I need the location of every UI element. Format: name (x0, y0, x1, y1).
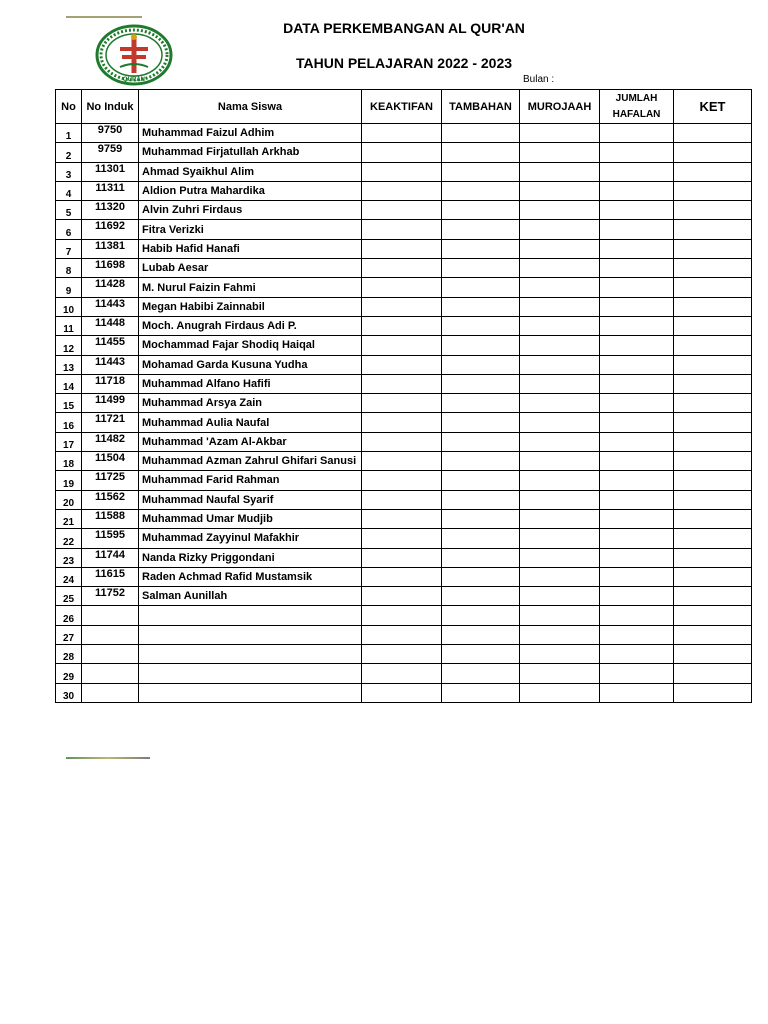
column-header-ket: KET (674, 90, 752, 124)
row-tambahan-cell (442, 143, 520, 162)
column-header-murojaah: MUROJAAH (520, 90, 600, 124)
row-murojaah-cell (520, 432, 600, 451)
row-tambahan-cell (442, 220, 520, 239)
row-no-induk: 9750 (82, 124, 139, 143)
column-header-no: No (56, 90, 82, 124)
row-keaktifan-cell (362, 471, 442, 490)
row-murojaah-cell (520, 683, 600, 702)
row-murojaah-cell (520, 336, 600, 355)
row-nama-siswa: Raden Achmad Rafid Mustamsik (139, 567, 362, 586)
row-jumlah-hafalan-cell (600, 394, 674, 413)
row-no: 11 (56, 316, 82, 335)
row-keaktifan-cell (362, 413, 442, 432)
student-table (55, 89, 752, 703)
row-ket-cell (674, 587, 752, 606)
column-header-jumlah-hafalan: JUMLAH HAFALAN (600, 90, 674, 124)
row-jumlah-hafalan-cell (600, 529, 674, 548)
row-ket-cell (674, 664, 752, 683)
row-tambahan-cell (442, 355, 520, 374)
row-nama-siswa: Muhammad Aulia Naufal (139, 413, 362, 432)
row-no: 5 (56, 201, 82, 220)
row-no: 19 (56, 471, 82, 490)
row-nama-siswa (139, 683, 362, 702)
row-no: 1 (56, 124, 82, 143)
row-tambahan-cell (442, 239, 520, 258)
row-no: 12 (56, 336, 82, 355)
row-nama-siswa: Muhammad Firjatullah Arkhab (139, 143, 362, 162)
row-nama-siswa (139, 625, 362, 644)
row-nama-siswa: Muhammad Azman Zahrul Ghifari Sanusi (139, 452, 362, 471)
row-no-induk: 11725 (82, 471, 139, 490)
table-row (56, 297, 752, 316)
row-tambahan-cell (442, 336, 520, 355)
row-no: 7 (56, 239, 82, 258)
row-no: 2 (56, 143, 82, 162)
row-tambahan-cell (442, 509, 520, 528)
row-murojaah-cell (520, 239, 600, 258)
row-murojaah-cell (520, 567, 600, 586)
row-no: 15 (56, 394, 82, 413)
row-no: 26 (56, 606, 82, 625)
row-ket-cell (674, 239, 752, 258)
row-keaktifan-cell (362, 567, 442, 586)
row-nama-siswa: Mohamad Garda Kusuna Yudha (139, 355, 362, 374)
row-murojaah-cell (520, 124, 600, 143)
row-keaktifan-cell (362, 297, 442, 316)
row-jumlah-hafalan-cell (600, 664, 674, 683)
row-no: 16 (56, 413, 82, 432)
row-ket-cell (674, 645, 752, 664)
row-no-induk: 11562 (82, 490, 139, 509)
row-tambahan-cell (442, 471, 520, 490)
table-row (56, 143, 752, 162)
row-nama-siswa: Nanda Rizky Priggondani (139, 548, 362, 567)
table-row (56, 278, 752, 297)
row-keaktifan-cell (362, 201, 442, 220)
row-jumlah-hafalan-cell (600, 452, 674, 471)
document-subtitle: TAHUN PELAJARAN 2022 - 2023 (295, 55, 513, 71)
table-row (56, 239, 752, 258)
row-murojaah-cell (520, 452, 600, 471)
row-keaktifan-cell (362, 490, 442, 509)
table-row (56, 664, 752, 683)
row-no-induk (82, 645, 139, 664)
row-tambahan-cell (442, 316, 520, 335)
row-ket-cell (674, 355, 752, 374)
row-jumlah-hafalan-cell (600, 259, 674, 278)
row-no-induk: 11588 (82, 509, 139, 528)
row-no: 23 (56, 548, 82, 567)
row-no-induk (82, 606, 139, 625)
table-row (56, 683, 752, 702)
row-tambahan-cell (442, 606, 520, 625)
table-row (56, 220, 752, 239)
row-keaktifan-cell (362, 143, 442, 162)
row-murojaah-cell (520, 220, 600, 239)
row-murojaah-cell (520, 316, 600, 335)
row-ket-cell (674, 297, 752, 316)
row-murojaah-cell (520, 374, 600, 393)
row-no-induk: 11698 (82, 259, 139, 278)
row-ket-cell (674, 394, 752, 413)
row-keaktifan-cell (362, 316, 442, 335)
row-no-induk: 11504 (82, 452, 139, 471)
row-ket-cell (674, 683, 752, 702)
row-no: 20 (56, 490, 82, 509)
row-keaktifan-cell (362, 162, 442, 181)
row-murojaah-cell (520, 471, 600, 490)
row-nama-siswa: Muhammad Arsya Zain (139, 394, 362, 413)
row-nama-siswa: Muhammad Farid Rahman (139, 471, 362, 490)
row-keaktifan-cell (362, 220, 442, 239)
row-jumlah-hafalan-cell (600, 374, 674, 393)
table-row (56, 316, 752, 335)
row-no: 10 (56, 297, 82, 316)
row-tambahan-cell (442, 529, 520, 548)
table-row (56, 162, 752, 181)
row-ket-cell (674, 259, 752, 278)
row-no-induk (82, 664, 139, 683)
row-no-induk: 11443 (82, 297, 139, 316)
row-jumlah-hafalan-cell (600, 509, 674, 528)
row-no: 9 (56, 278, 82, 297)
row-no: 29 (56, 664, 82, 683)
row-ket-cell (674, 374, 752, 393)
row-jumlah-hafalan-cell (600, 162, 674, 181)
table-row (56, 432, 752, 451)
row-nama-siswa: Moch. Anugrah Firdaus Adi P. (139, 316, 362, 335)
row-tambahan-cell (442, 490, 520, 509)
row-murojaah-cell (520, 529, 600, 548)
row-nama-siswa: Muhammad Naufal Syarif (139, 490, 362, 509)
row-nama-siswa: Muhammad Faizul Adhim (139, 124, 362, 143)
row-murojaah-cell (520, 625, 600, 644)
row-nama-siswa: Muhammad Zayyinul Mafakhir (139, 529, 362, 548)
row-no-induk: 11721 (82, 413, 139, 432)
row-keaktifan-cell (362, 548, 442, 567)
row-nama-siswa: Alvin Zuhri Firdaus (139, 201, 362, 220)
row-keaktifan-cell (362, 181, 442, 200)
row-no: 30 (56, 683, 82, 702)
row-keaktifan-cell (362, 529, 442, 548)
row-no: 21 (56, 509, 82, 528)
row-ket-cell (674, 567, 752, 586)
row-keaktifan-cell (362, 625, 442, 644)
row-ket-cell (674, 201, 752, 220)
decorative-line-bottom (66, 757, 150, 759)
table-row (56, 471, 752, 490)
row-ket-cell (674, 220, 752, 239)
table-header-row (56, 90, 752, 124)
row-keaktifan-cell (362, 432, 442, 451)
row-no-induk: 11752 (82, 587, 139, 606)
row-no-induk: 11595 (82, 529, 139, 548)
row-tambahan-cell (442, 201, 520, 220)
row-jumlah-hafalan-cell (600, 587, 674, 606)
row-jumlah-hafalan-cell (600, 220, 674, 239)
row-keaktifan-cell (362, 683, 442, 702)
column-header-keaktifan: KEAKTIFAN (362, 90, 442, 124)
row-jumlah-hafalan-cell (600, 355, 674, 374)
row-tambahan-cell (442, 374, 520, 393)
table-row (56, 645, 752, 664)
row-ket-cell (674, 452, 752, 471)
row-murojaah-cell (520, 181, 600, 200)
svg-text:QURAN: QURAN (123, 77, 145, 83)
row-no: 25 (56, 587, 82, 606)
table-row (56, 606, 752, 625)
row-jumlah-hafalan-cell (600, 471, 674, 490)
row-jumlah-hafalan-cell (600, 548, 674, 567)
row-ket-cell (674, 162, 752, 181)
row-jumlah-hafalan-cell (600, 239, 674, 258)
row-jumlah-hafalan-cell (600, 683, 674, 702)
row-murojaah-cell (520, 490, 600, 509)
row-tambahan-cell (442, 259, 520, 278)
row-jumlah-hafalan-cell (600, 490, 674, 509)
row-murojaah-cell (520, 162, 600, 181)
row-murojaah-cell (520, 143, 600, 162)
row-no: 13 (56, 355, 82, 374)
row-keaktifan-cell (362, 394, 442, 413)
row-ket-cell (674, 413, 752, 432)
row-no-induk: 11443 (82, 355, 139, 374)
row-keaktifan-cell (362, 587, 442, 606)
row-jumlah-hafalan-cell (600, 316, 674, 335)
row-jumlah-hafalan-cell (600, 645, 674, 664)
row-nama-siswa (139, 645, 362, 664)
row-tambahan-cell (442, 297, 520, 316)
row-keaktifan-cell (362, 355, 442, 374)
row-murojaah-cell (520, 548, 600, 567)
row-keaktifan-cell (362, 259, 442, 278)
column-header-tambahan: TAMBAHAN (442, 90, 520, 124)
row-jumlah-hafalan-cell (600, 278, 674, 297)
row-jumlah-hafalan-cell (600, 336, 674, 355)
document-title: DATA PERKEMBANGAN AL QUR'AN (283, 20, 525, 36)
table-row (56, 452, 752, 471)
row-no-induk: 11311 (82, 181, 139, 200)
row-tambahan-cell (442, 683, 520, 702)
row-keaktifan-cell (362, 239, 442, 258)
row-nama-siswa (139, 606, 362, 625)
table-row (56, 587, 752, 606)
row-keaktifan-cell (362, 124, 442, 143)
row-tambahan-cell (442, 567, 520, 586)
row-no-induk: 11448 (82, 316, 139, 335)
table-row (56, 201, 752, 220)
row-nama-siswa: Muhammad 'Azam Al-Akbar (139, 432, 362, 451)
row-nama-siswa: Megan Habibi Zainnabil (139, 297, 362, 316)
row-jumlah-hafalan-cell (600, 201, 674, 220)
row-no-induk: 11482 (82, 432, 139, 451)
row-jumlah-hafalan-cell (600, 413, 674, 432)
table-row (56, 259, 752, 278)
row-nama-siswa: Lubab Aesar (139, 259, 362, 278)
row-nama-siswa: M. Nurul Faizin Fahmi (139, 278, 362, 297)
row-tambahan-cell (442, 394, 520, 413)
row-keaktifan-cell (362, 645, 442, 664)
row-no-induk: 11381 (82, 239, 139, 258)
row-nama-siswa (139, 664, 362, 683)
row-tambahan-cell (442, 278, 520, 297)
row-no: 22 (56, 529, 82, 548)
decorative-line-top (66, 16, 142, 18)
table-row (56, 490, 752, 509)
row-ket-cell (674, 625, 752, 644)
row-nama-siswa: Salman Aunillah (139, 587, 362, 606)
row-no: 17 (56, 432, 82, 451)
row-no-induk: 11301 (82, 162, 139, 181)
row-ket-cell (674, 143, 752, 162)
row-murojaah-cell (520, 509, 600, 528)
column-header-no-induk: No Induk (82, 90, 139, 124)
row-jumlah-hafalan-cell (600, 181, 674, 200)
row-nama-siswa: Fitra Verizki (139, 220, 362, 239)
row-keaktifan-cell (362, 509, 442, 528)
row-ket-cell (674, 432, 752, 451)
row-jumlah-hafalan-cell (600, 143, 674, 162)
row-no: 18 (56, 452, 82, 471)
row-no: 14 (56, 374, 82, 393)
row-ket-cell (674, 316, 752, 335)
row-no: 3 (56, 162, 82, 181)
row-no-induk: 11615 (82, 567, 139, 586)
row-tambahan-cell (442, 625, 520, 644)
row-nama-siswa: Mochammad Fajar Shodiq Haiqal (139, 336, 362, 355)
row-tambahan-cell (442, 413, 520, 432)
row-tambahan-cell (442, 548, 520, 567)
row-keaktifan-cell (362, 336, 442, 355)
row-no-induk: 11718 (82, 374, 139, 393)
row-ket-cell (674, 336, 752, 355)
column-header-nama-siswa: Nama Siswa (139, 90, 362, 124)
row-jumlah-hafalan-cell (600, 124, 674, 143)
table-row (56, 548, 752, 567)
row-ket-cell (674, 490, 752, 509)
row-no: 28 (56, 645, 82, 664)
table-row (56, 355, 752, 374)
row-nama-siswa: Muhammad Alfano Hafifi (139, 374, 362, 393)
row-no-induk (82, 683, 139, 702)
row-murojaah-cell (520, 413, 600, 432)
row-no-induk: 11455 (82, 336, 139, 355)
row-nama-siswa: Habib Hafid Hanafi (139, 239, 362, 258)
table-row (56, 529, 752, 548)
row-no-induk: 9759 (82, 143, 139, 162)
table-row (56, 336, 752, 355)
row-keaktifan-cell (362, 606, 442, 625)
row-murojaah-cell (520, 259, 600, 278)
row-ket-cell (674, 529, 752, 548)
bulan-label: Bulan : (523, 74, 555, 85)
row-no-induk: 11499 (82, 394, 139, 413)
row-murojaah-cell (520, 297, 600, 316)
row-murojaah-cell (520, 201, 600, 220)
row-murojaah-cell (520, 606, 600, 625)
row-jumlah-hafalan-cell (600, 625, 674, 644)
row-murojaah-cell (520, 355, 600, 374)
row-ket-cell (674, 548, 752, 567)
row-keaktifan-cell (362, 278, 442, 297)
row-jumlah-hafalan-cell (600, 297, 674, 316)
row-tambahan-cell (442, 162, 520, 181)
row-no: 6 (56, 220, 82, 239)
row-nama-siswa: Aldion Putra Mahardika (139, 181, 362, 200)
row-murojaah-cell (520, 278, 600, 297)
row-no-induk: 11692 (82, 220, 139, 239)
table-row (56, 181, 752, 200)
row-no-induk: 11428 (82, 278, 139, 297)
row-jumlah-hafalan-cell (600, 606, 674, 625)
row-jumlah-hafalan-cell (600, 567, 674, 586)
row-tambahan-cell (442, 645, 520, 664)
row-ket-cell (674, 606, 752, 625)
table-row (56, 374, 752, 393)
row-tambahan-cell (442, 452, 520, 471)
row-keaktifan-cell (362, 452, 442, 471)
row-tambahan-cell (442, 124, 520, 143)
row-murojaah-cell (520, 664, 600, 683)
row-jumlah-hafalan-cell (600, 432, 674, 451)
row-ket-cell (674, 124, 752, 143)
row-nama-siswa: Muhammad Umar Mudjib (139, 509, 362, 528)
table-row (56, 567, 752, 586)
row-tambahan-cell (442, 664, 520, 683)
row-murojaah-cell (520, 394, 600, 413)
row-ket-cell (674, 509, 752, 528)
row-ket-cell (674, 471, 752, 490)
row-tambahan-cell (442, 432, 520, 451)
row-no-induk: 11320 (82, 201, 139, 220)
row-nama-siswa: Ahmad Syaikhul Alim (139, 162, 362, 181)
row-no: 24 (56, 567, 82, 586)
row-no: 27 (56, 625, 82, 644)
row-tambahan-cell (442, 181, 520, 200)
row-no: 4 (56, 181, 82, 200)
row-ket-cell (674, 181, 752, 200)
table-row (56, 413, 752, 432)
table-row (56, 509, 752, 528)
row-no-induk: 11744 (82, 548, 139, 567)
table-row (56, 394, 752, 413)
row-keaktifan-cell (362, 664, 442, 683)
row-keaktifan-cell (362, 374, 442, 393)
row-no: 8 (56, 259, 82, 278)
row-murojaah-cell (520, 587, 600, 606)
row-murojaah-cell (520, 645, 600, 664)
row-no-induk (82, 625, 139, 644)
row-tambahan-cell (442, 587, 520, 606)
table-row (56, 625, 752, 644)
table-row (56, 124, 752, 143)
row-ket-cell (674, 278, 752, 297)
